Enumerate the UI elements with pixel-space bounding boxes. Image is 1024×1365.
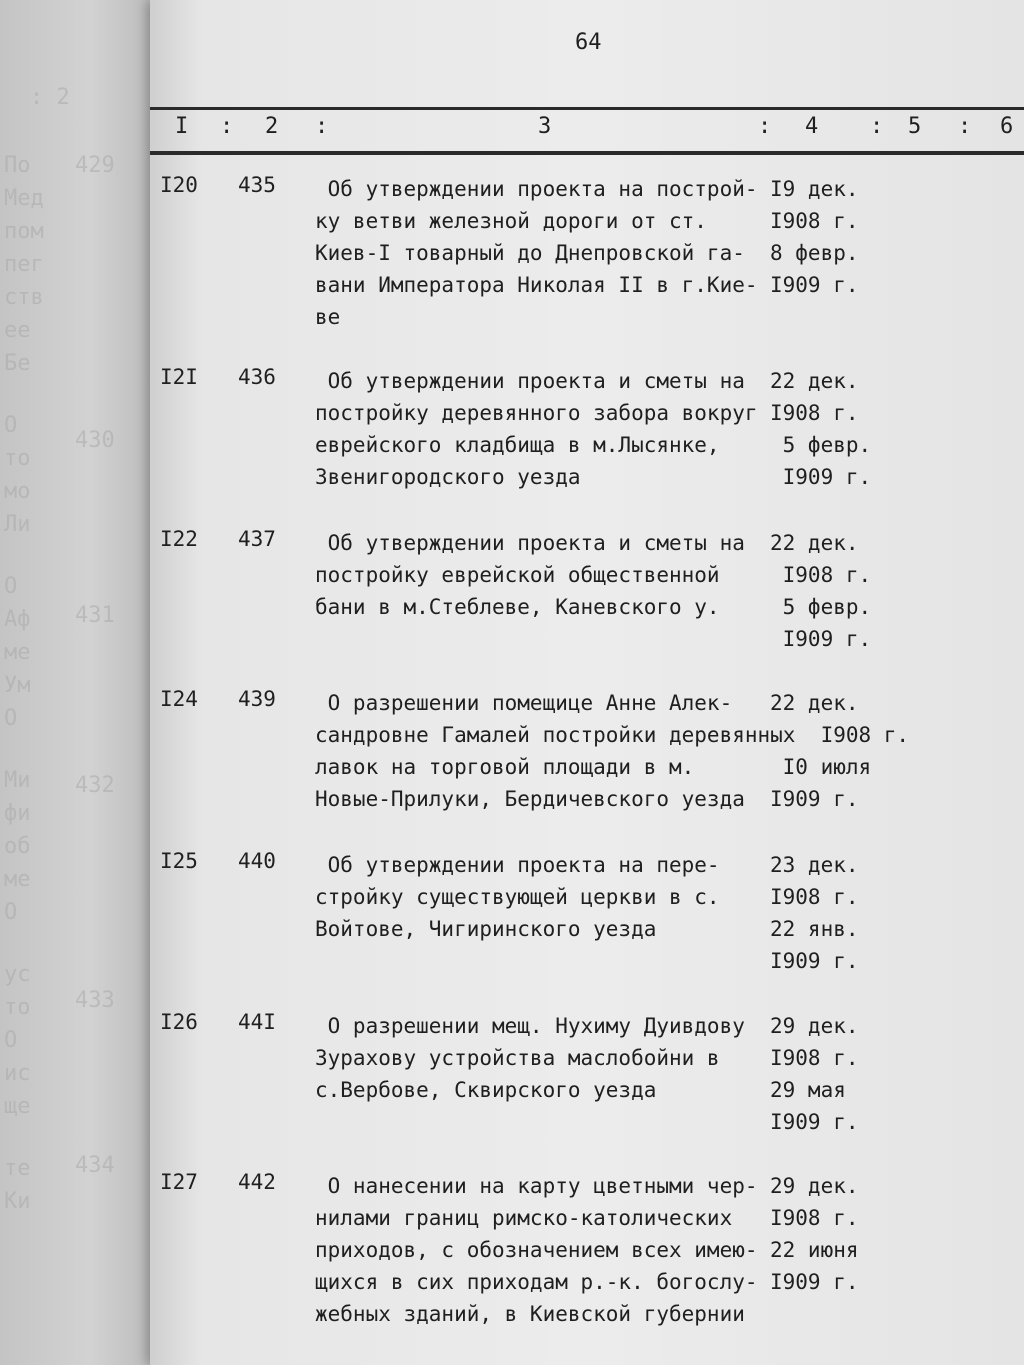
entry-description bbox=[315, 687, 795, 815]
date-line: 22 дек. bbox=[770, 691, 859, 715]
header-col2: 2 bbox=[265, 114, 279, 139]
date-line: I909 г. bbox=[770, 787, 859, 811]
prev-page-fragment: ис bbox=[4, 1061, 31, 1086]
header-sep: : bbox=[315, 114, 329, 139]
prev-page-fragment: 432 bbox=[75, 773, 115, 798]
prev-page-fragment: Ли bbox=[4, 512, 31, 537]
date-line: 23 дек. bbox=[770, 853, 859, 877]
entry-code: 435 bbox=[238, 173, 276, 197]
prev-page-fragment: ств bbox=[4, 285, 44, 310]
entry-number: I22 bbox=[160, 527, 198, 551]
description-line: Звенигородского уезда bbox=[315, 465, 581, 489]
entry-dates bbox=[770, 527, 871, 655]
entry-code: 437 bbox=[238, 527, 276, 551]
header-top-rule bbox=[150, 107, 1024, 110]
description-line: сандровне Гамалей постройки деревянных bbox=[315, 723, 796, 747]
header-sep: : bbox=[758, 114, 772, 139]
date-line: I909 г. bbox=[770, 1270, 859, 1294]
date-line: 29 дек. bbox=[770, 1014, 859, 1038]
prev-page-fragment: 431 bbox=[75, 603, 115, 628]
header-bottom-rule bbox=[150, 151, 1024, 155]
description-line: Об утверждении проекта и сметы на bbox=[315, 531, 745, 555]
prev-page-fragment: О bbox=[4, 1028, 18, 1053]
prev-page-fragment: Бе bbox=[4, 351, 31, 376]
entry-number: I24 bbox=[160, 687, 198, 711]
entry-description bbox=[315, 527, 745, 623]
description-line: стройку существующей церкви в с. bbox=[315, 885, 720, 909]
description-line: Об утверждении проекта и сметы на bbox=[315, 369, 745, 393]
description-line: Войтове, Чигиринского уезда bbox=[315, 917, 657, 941]
header-col3: 3 bbox=[538, 114, 552, 139]
description-line: постройку еврейской общественной bbox=[315, 563, 720, 587]
date-line: 5 февр. bbox=[770, 433, 872, 457]
date-line: 29 дек. bbox=[770, 1174, 859, 1198]
prev-page-fragment: Ум bbox=[4, 673, 31, 698]
entry-code: 440 bbox=[238, 849, 276, 873]
header-sep: : bbox=[870, 114, 884, 139]
entry-dates bbox=[770, 173, 859, 301]
entry-description bbox=[315, 1010, 745, 1106]
prev-page-fragment: ее bbox=[4, 318, 31, 343]
prev-page-fragment: 434 bbox=[75, 1153, 115, 1178]
description-line: О разрешении мещ. Нухиму Дуивдову bbox=[315, 1014, 745, 1038]
entry-code: 436 bbox=[238, 365, 276, 389]
list-item bbox=[150, 527, 1024, 697]
prev-page-fragment: Мед bbox=[4, 186, 44, 211]
prev-page-fragment: фи bbox=[4, 801, 31, 826]
description-line: Об утверждении проекта на пере- bbox=[315, 853, 720, 877]
description-line: ве bbox=[315, 305, 341, 329]
entry-number: I20 bbox=[160, 173, 198, 197]
date-line: I909 г. bbox=[770, 949, 859, 973]
prev-page-fragment: О bbox=[4, 413, 18, 438]
entry-code: 439 bbox=[238, 687, 276, 711]
date-line: I0 июля bbox=[770, 755, 872, 779]
prev-page-fragment: пом bbox=[4, 219, 44, 244]
prev-page-fragment: О bbox=[4, 706, 18, 731]
entry-code: 44I bbox=[238, 1010, 276, 1034]
prev-page-fragment: мо bbox=[4, 479, 31, 504]
header-col1: I bbox=[175, 114, 189, 139]
date-line: I908 г. bbox=[770, 209, 859, 233]
prev-page-fragment: пег bbox=[4, 252, 44, 277]
date-line: 29 мая bbox=[770, 1078, 846, 1102]
entry-description bbox=[315, 173, 758, 333]
description-line: Об утверждении проекта на построй- bbox=[315, 177, 758, 201]
entry-number: I2I bbox=[160, 365, 198, 389]
list-item bbox=[150, 365, 1024, 535]
prev-page-fragment: то bbox=[4, 995, 31, 1020]
date-line: I908 г. bbox=[770, 1206, 859, 1230]
description-line: ку ветви железной дороги от ст. bbox=[315, 209, 707, 233]
date-line: I909 г. bbox=[770, 1110, 859, 1134]
prev-page-fragment: Ки bbox=[4, 1189, 31, 1214]
prev-page-fragment: об bbox=[4, 834, 31, 859]
description-line: бани в м.Стеблеве, Каневского у. bbox=[315, 595, 720, 619]
date-line: 5 февр. bbox=[770, 595, 872, 619]
prev-page-header: : 2 bbox=[30, 85, 70, 110]
description-line: щихся в сих приходам р.-к. богослу- bbox=[315, 1270, 758, 1294]
header-col4: 4 bbox=[805, 114, 819, 139]
entry-description bbox=[315, 849, 720, 945]
prev-page-fragment: По bbox=[4, 153, 31, 178]
entry-code: 442 bbox=[238, 1170, 276, 1194]
description-line: вани Императора Николая II в г.Кие- bbox=[315, 273, 758, 297]
date-line: I908 г. bbox=[770, 723, 910, 747]
prev-page-fragment: О bbox=[4, 574, 18, 599]
description-line: Новые-Прилуки, Бердичевского уезда bbox=[315, 787, 745, 811]
date-line: 22 дек. bbox=[770, 531, 859, 555]
date-line: I909 г. bbox=[770, 465, 872, 489]
description-line: приходов, с обозначением всех имею- bbox=[315, 1238, 758, 1262]
list-item bbox=[150, 849, 1024, 1019]
list-item bbox=[150, 1170, 1024, 1340]
description-line: еврейского кладбища в м.Лысянке, bbox=[315, 433, 720, 457]
date-line: I908 г. bbox=[770, 563, 872, 587]
header-col6: 6 bbox=[1000, 114, 1014, 139]
prev-page-fragment: ме bbox=[4, 867, 31, 892]
entry-dates bbox=[770, 849, 859, 977]
date-line: I908 г. bbox=[770, 1046, 859, 1070]
list-item bbox=[150, 687, 1024, 857]
description-line: с.Вербове, Сквирского уезда bbox=[315, 1078, 657, 1102]
date-line: 22 дек. bbox=[770, 369, 859, 393]
entry-description bbox=[315, 365, 758, 493]
entry-dates bbox=[770, 1010, 859, 1138]
description-line: жебных зданий, в Киевской губернии bbox=[315, 1302, 745, 1326]
date-line: I908 г. bbox=[770, 401, 859, 425]
entry-description bbox=[315, 1170, 758, 1330]
page-number: 64 bbox=[575, 30, 602, 55]
entry-dates bbox=[770, 365, 871, 493]
date-line: I909 г. bbox=[770, 273, 859, 297]
header-sep: : bbox=[220, 114, 234, 139]
date-line: I909 г. bbox=[770, 627, 872, 651]
prev-page-fragment: Аф bbox=[4, 607, 31, 632]
description-line: Зурахову устройства маслобойни в bbox=[315, 1046, 720, 1070]
date-line: 8 февр. bbox=[770, 241, 859, 265]
prev-page-fragment: то bbox=[4, 446, 31, 471]
description-line: Киев-I товарный до Днепровской га- bbox=[315, 241, 745, 265]
prev-page-fragment: ще bbox=[4, 1094, 31, 1119]
prev-page-fragment: ме bbox=[4, 640, 31, 665]
prev-page-fragment: 429 bbox=[75, 153, 115, 178]
header-sep: : bbox=[958, 114, 972, 139]
entry-dates bbox=[770, 1170, 859, 1298]
list-item bbox=[150, 1010, 1024, 1180]
prev-page-fragment: 433 bbox=[75, 988, 115, 1013]
prev-page-fragment: ус bbox=[4, 962, 31, 987]
date-line: 22 июня bbox=[770, 1238, 859, 1262]
date-line: 22 янв. bbox=[770, 917, 859, 941]
entry-number: I25 bbox=[160, 849, 198, 873]
description-line: нилами границ римско-католических bbox=[315, 1206, 733, 1230]
description-line: О разрешении помещице Анне Алек- bbox=[315, 691, 733, 715]
list-item bbox=[150, 173, 1024, 343]
prev-page-fragment: О bbox=[4, 900, 18, 925]
entry-dates bbox=[770, 687, 909, 815]
date-line: I908 г. bbox=[770, 885, 859, 909]
previous-page-edge bbox=[0, 0, 150, 1365]
document-page bbox=[150, 0, 1024, 1365]
description-line: О нанесении на карту цветными чер- bbox=[315, 1174, 758, 1198]
prev-page-fragment: 430 bbox=[75, 428, 115, 453]
date-line: I9 дек. bbox=[770, 177, 859, 201]
entry-number: I26 bbox=[160, 1010, 198, 1034]
entry-number: I27 bbox=[160, 1170, 198, 1194]
prev-page-fragment: те bbox=[4, 1156, 31, 1181]
header-col5: 5 bbox=[908, 114, 922, 139]
description-line: постройку деревянного забора вокруг bbox=[315, 401, 758, 425]
prev-page-fragment: Ми bbox=[4, 768, 31, 793]
description-line: лавок на торговой площади в м. bbox=[315, 755, 695, 779]
